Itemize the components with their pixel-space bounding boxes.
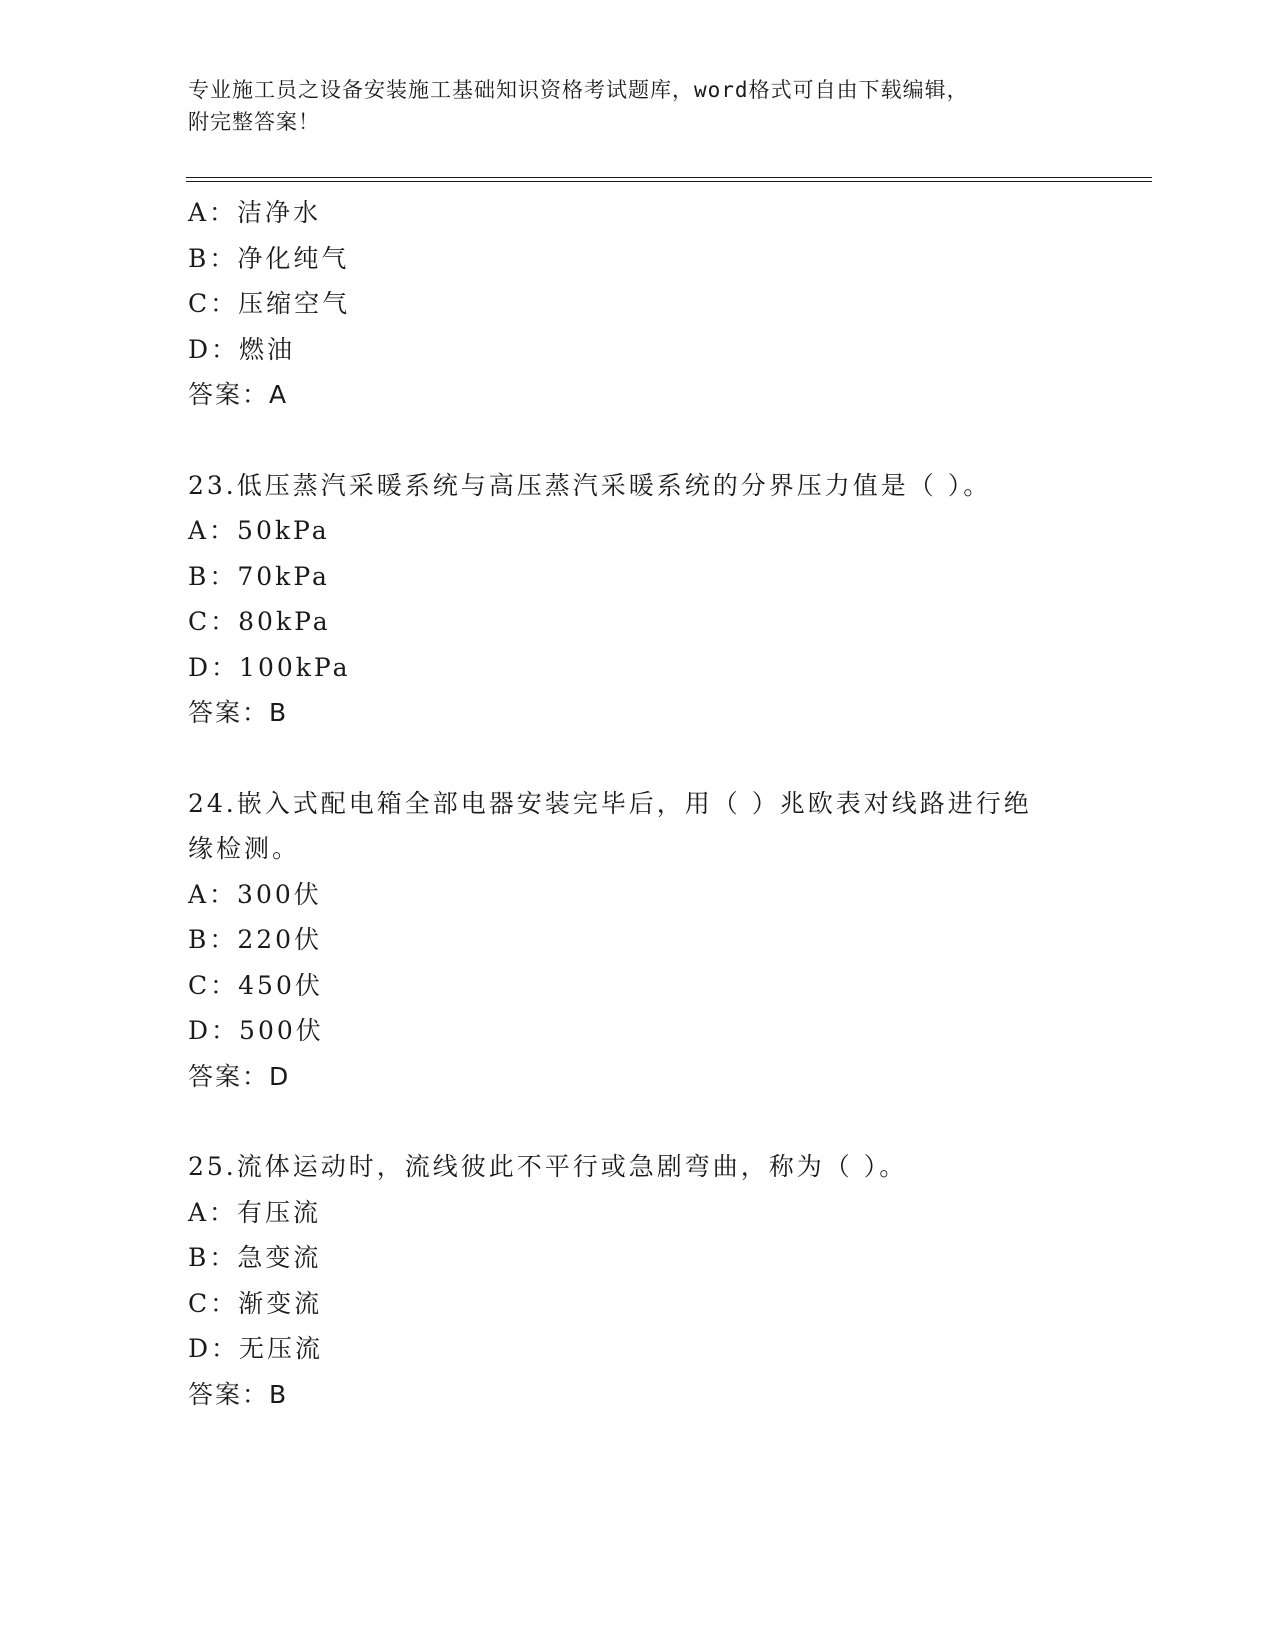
option-c: C：渐变流 [188,1288,323,1318]
option-d: D：燃油 [188,334,296,364]
option-a: A：洁净水 [188,198,322,227]
question-22 [188,190,1088,418]
question-text: 25.流体运动时，流线彼此不平行或急剧弯曲，称为（ ）。 [188,1152,908,1181]
option-b: B：220伏 [188,925,323,954]
option-a: A：300伏 [188,879,322,909]
option-b: B：急变流 [188,1243,322,1272]
header-line-2: 附完整答案！ [188,110,320,134]
question-text-line-1: 24.嵌入式配电箱全部电器安装完毕后，用（ ）兆欧表对线路进行绝 [188,788,1032,818]
question-text: 23.低压蒸汽采暖系统与高压蒸汽采暖系统的分界压力值是（ ）。 [188,470,992,500]
question-spacer [188,1099,1088,1144]
option-a: A：50kPa [188,516,330,545]
header-line-1: 专业施工员之设备安装施工基础知识资格考试题库，word格式可自由下载编辑， [188,78,969,102]
option-c: C：压缩空气 [188,289,351,318]
answer-line: 答案：D [188,1061,291,1091]
option-a: A：有压流 [188,1197,322,1227]
question-spacer [188,736,1088,781]
option-d: D：无压流 [188,1334,324,1363]
option-d: D：500伏 [188,1016,324,1045]
document-header [188,74,1068,138]
option-b: B：净化纯气 [188,243,350,273]
option-c: C：450伏 [188,970,323,1000]
header-divider-top [186,177,1152,178]
question-spacer [188,418,1088,463]
question-list [188,190,1088,1417]
answer-line: 答案：A [188,380,289,409]
answer-line: 答案：B [188,1379,289,1409]
question-23 [188,463,1088,736]
question-24 [188,781,1088,1100]
header-divider-bottom [186,181,1152,182]
option-d: D：100kPa [188,652,351,682]
question-25 [188,1144,1088,1417]
option-b: B：70kPa [188,561,330,591]
question-text-line-2: 缘检测。 [188,834,301,863]
answer-line: 答案：B [188,698,289,727]
option-c: C：80kPa [188,607,331,636]
